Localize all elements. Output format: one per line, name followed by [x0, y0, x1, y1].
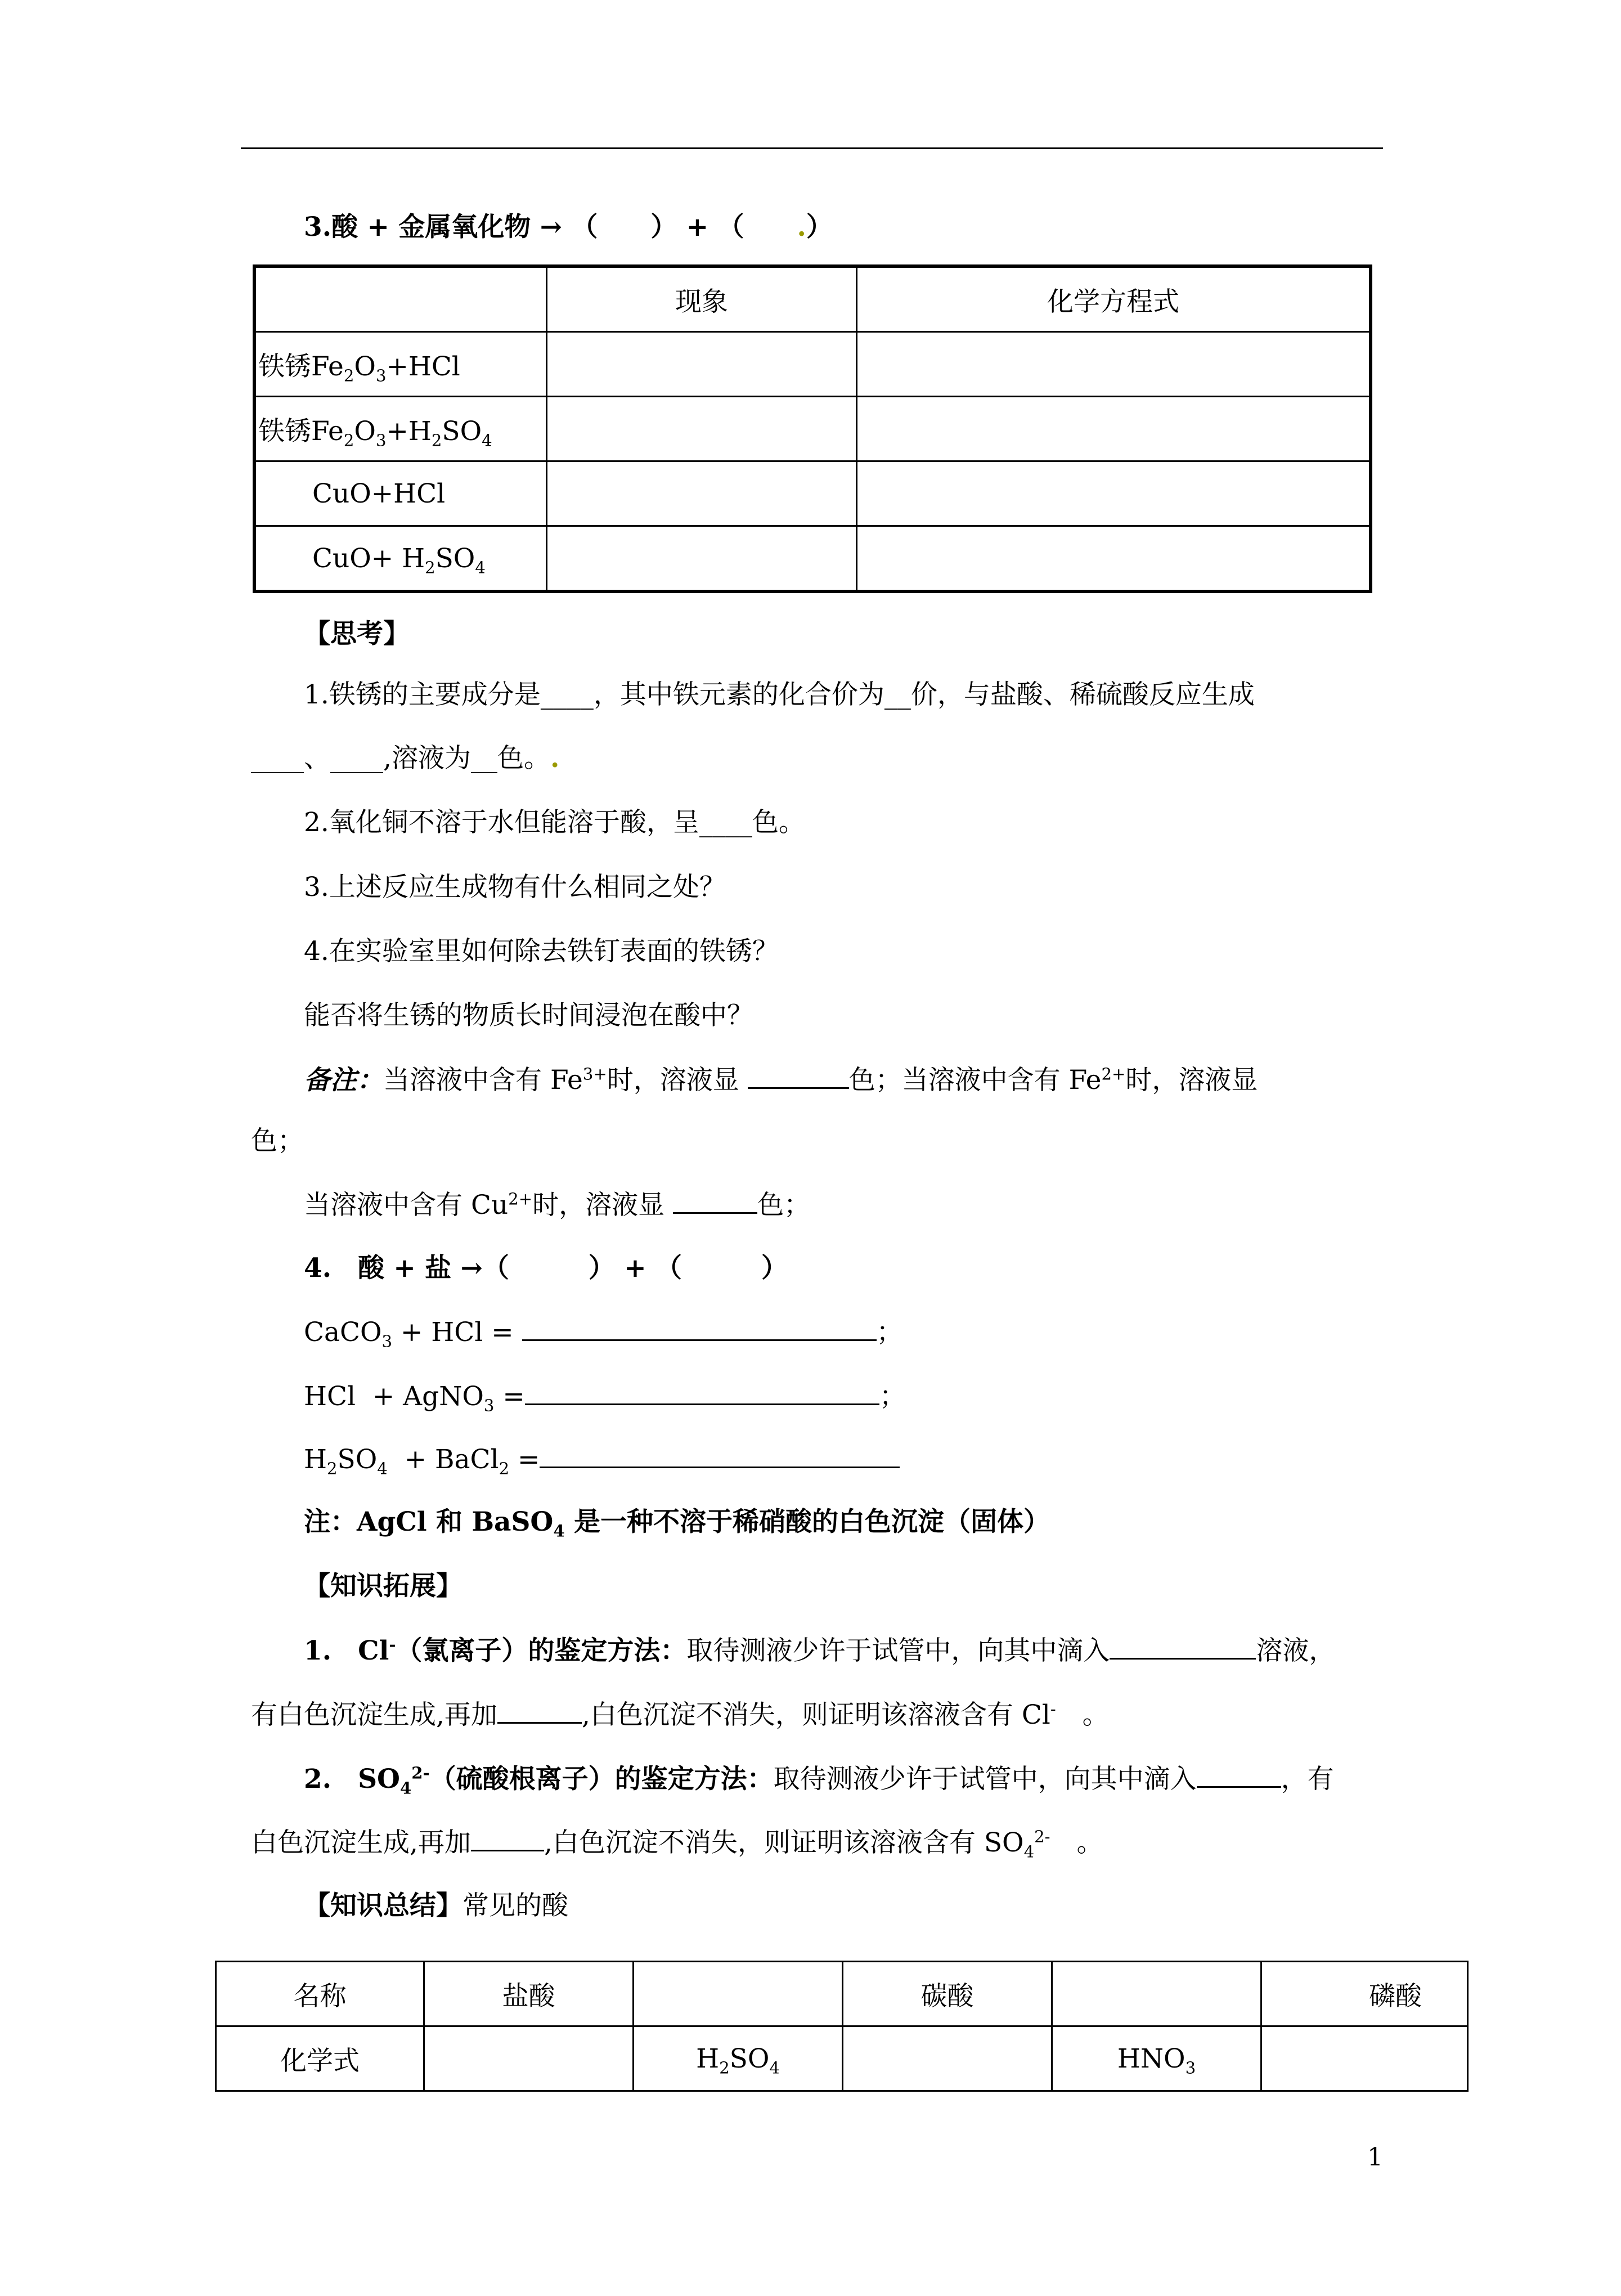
think-q1-cont: ____、____,溶液为__色。.	[251, 743, 560, 774]
summary-heading: 【知识总结】常见的酸	[304, 1890, 568, 1921]
equation-cell[interactable]	[857, 397, 1371, 461]
think-heading: 【思考】	[304, 618, 410, 649]
table-cell: 名称	[216, 1962, 424, 2026]
observation-cell[interactable]	[547, 397, 857, 461]
think-q3: 3.上述反应生成物有什么相同之处？	[304, 872, 726, 903]
equation-line: CaCO$_3$ + HCl = ；	[304, 1315, 903, 1349]
section3-title: 3.酸 + 金属氧化物 → （ ） + （ .）	[304, 212, 833, 243]
equation-cell[interactable]	[857, 461, 1371, 526]
equation-blank[interactable]	[540, 1442, 900, 1468]
observation-cell[interactable]	[547, 526, 857, 592]
table-cell[interactable]	[1052, 1962, 1261, 2026]
table-row	[216, 1962, 1468, 2026]
row-label: 铁锈$Fe_2O_3+HCl$	[254, 332, 547, 397]
answer-blank[interactable]	[673, 1187, 757, 1214]
so4-test-line1: 2. $SO_4^{2-}$（硫酸根离子）的鉴定方法：取待测液少许于试管中，向其中滴入 ，有	[304, 1761, 1334, 1796]
equation-line: $H_2SO_4$ + BaCl$_2$ =	[304, 1442, 900, 1477]
observation-cell[interactable]	[547, 461, 857, 526]
answer-blank[interactable]	[497, 1697, 582, 1724]
table-cell: 碳酸	[843, 1962, 1052, 2026]
section4-note: 注：AgCl 和 BaSO$_4$ 是一种不溶于稀硝酸的白色沉淀（固体）	[304, 1506, 1050, 1541]
table-row	[254, 461, 1371, 526]
note-line3: 当溶液中含有 $Cu^{2+}$时，溶液显 色；	[304, 1187, 810, 1222]
table-cell: 磷酸	[1261, 1962, 1468, 2026]
reaction-table	[253, 264, 1372, 593]
table-row	[254, 397, 1371, 461]
table-row	[254, 332, 1371, 397]
row-label: CuO+HCl	[254, 461, 547, 526]
table-cell[interactable]	[424, 2026, 634, 2091]
expand-heading: 【知识拓展】	[304, 1571, 462, 1602]
page-number: 1	[1367, 2143, 1383, 2172]
answer-blank[interactable]	[1110, 1633, 1256, 1660]
table-row	[254, 526, 1371, 592]
table-cell[interactable]	[1261, 2026, 1468, 2091]
note-line2: 色；	[251, 1125, 304, 1156]
table-row	[216, 2026, 1468, 2091]
equation-blank[interactable]	[525, 1379, 879, 1405]
answer-blank[interactable]	[1197, 1761, 1281, 1788]
think-q1: 1.铁锈的主要成分是____，其中铁元素的化合价为__价，与盐酸、稀硫酸反应生成	[304, 679, 1255, 710]
observation-cell[interactable]	[547, 332, 857, 397]
header-rule	[241, 147, 1383, 149]
cl-test-line1: 1. Cl-（氯离子）的鉴定方法：取待测液少许于试管中，向其中滴入 溶液，	[304, 1633, 1335, 1668]
table-header-cell	[254, 266, 547, 332]
row-label: $CuO+ H_2SO_4$	[254, 526, 547, 592]
acids-table	[215, 1961, 1469, 2092]
table-cell: 盐酸	[424, 1962, 634, 2026]
section4-title: 4. 酸 + 盐 →（ ） + （ ）	[304, 1253, 788, 1284]
row-label: 铁锈$Fe_2O_3+H_2SO_4$	[254, 397, 547, 461]
equation-blank[interactable]	[522, 1315, 877, 1341]
section3-dot: .	[797, 212, 806, 243]
equation-cell[interactable]	[857, 526, 1371, 592]
table-cell: $H_2SO_4$	[634, 2026, 843, 2091]
think-q4b: 能否将生锈的物质长时间浸泡在酸中？	[304, 1000, 753, 1031]
equation-cell[interactable]	[857, 332, 1371, 397]
think-q2: 2.氧化铜不溶于水但能溶于酸，呈____色。	[304, 807, 805, 838]
table-cell[interactable]	[843, 2026, 1052, 2091]
table-cell: $HNO_3$	[1052, 2026, 1261, 2091]
answer-blank[interactable]	[748, 1062, 849, 1089]
answer-blank[interactable]	[471, 1825, 544, 1851]
table-header-cell: 现象	[547, 266, 857, 332]
so4-test-line2: 白色沉淀生成,再加 ,白色沉淀不消失，则证明该溶液含有 $SO_4^{2-}$ 。	[251, 1825, 1103, 1860]
table-header-cell: 化学方程式	[857, 266, 1371, 332]
table-cell: 化学式	[216, 2026, 424, 2091]
table-header-row	[254, 266, 1371, 332]
equation-line: HCl + AgNO$_3$ = ；	[304, 1379, 906, 1414]
note-line1: 备注：当溶液中含有 $Fe^{3+}$时，溶液显 色；当溶液中含有 $Fe^{2+}$时，溶液显	[304, 1062, 1258, 1097]
cl-test-line2: 有白色沉淀生成,再加 ,白色沉淀不消失，则证明该溶液含有 Cl- 。	[251, 1697, 1109, 1732]
table-cell[interactable]	[634, 1962, 843, 2026]
think-q4: 4.在实验室里如何除去铁钉表面的铁锈？	[304, 936, 779, 967]
